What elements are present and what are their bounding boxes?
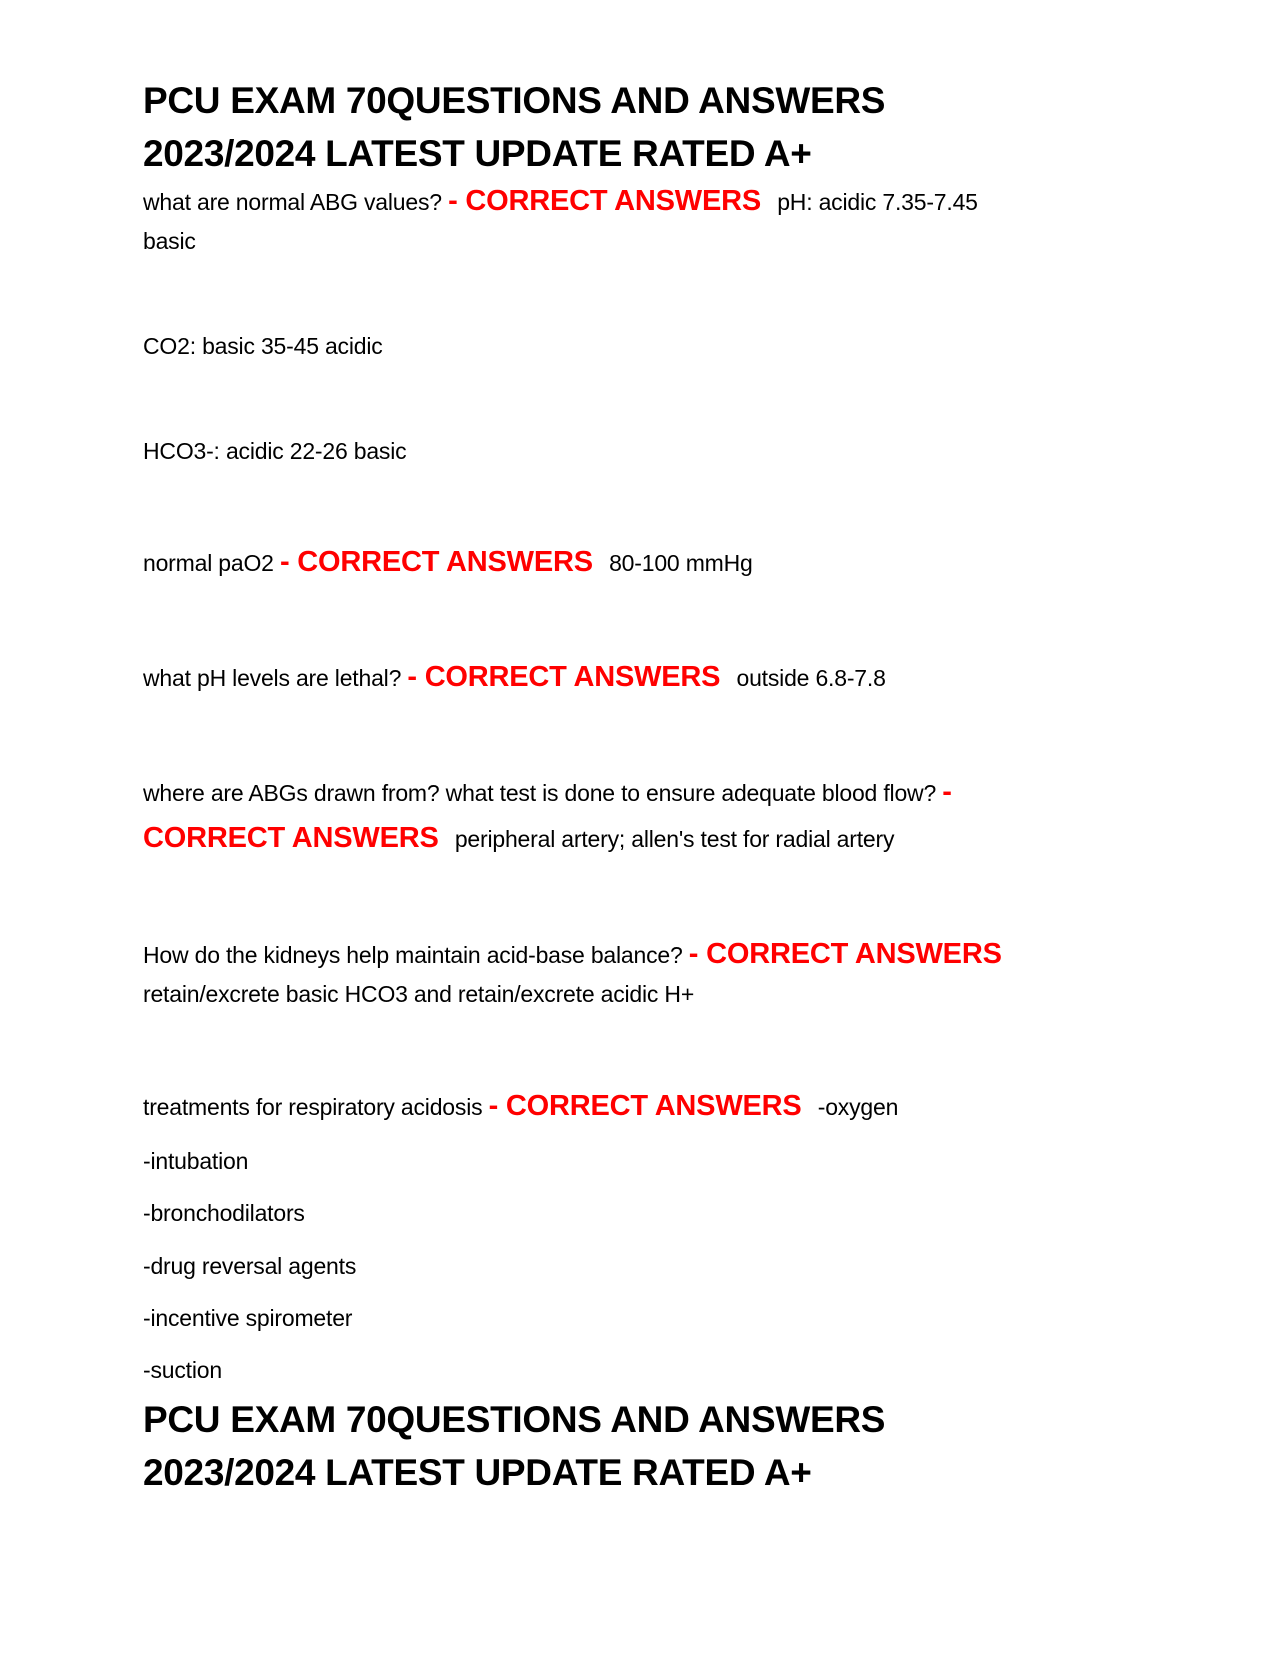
question-text: treatments for respiratory acidosis: [143, 1094, 483, 1120]
answer-line: HCO3-: acidic 22-26 basic: [143, 438, 407, 464]
list-item: -bronchodilators: [143, 1200, 305, 1226]
question-text: How do the kidneys help maintain acid-base balance?: [143, 942, 683, 968]
page-title-line-2: 2023/2024 LATEST UPDATE RATED A+: [143, 133, 812, 174]
answer-marker-dash: -: [942, 776, 952, 808]
qa-item-2: [143, 547, 753, 578]
question-text: normal paO2: [143, 550, 274, 576]
footer-title-line-1: PCU EXAM 70QUESTIONS AND ANSWERS: [143, 1399, 886, 1440]
question-text: what are normal ABG values?: [143, 189, 442, 215]
answer-marker: - CORRECT ANSWERS: [279, 546, 593, 578]
qa-item-4: [143, 777, 952, 808]
qa-item-4-continued: [143, 823, 894, 854]
list-item: -suction: [143, 1357, 222, 1383]
qa-item-1: [143, 186, 978, 217]
question-text: what pH levels are lethal?: [143, 665, 402, 691]
question-text: where are ABGs drawn from? what test is done to ensure adequate blood flow?: [143, 780, 937, 806]
answer-text: -oxygen: [817, 1094, 899, 1120]
answer-text: 80-100 mmHg: [609, 550, 753, 576]
answer-marker: - CORRECT ANSWERS: [688, 938, 1002, 970]
answer-marker: - CORRECT ANSWERS: [407, 661, 721, 693]
answer-text: pH: acidic 7.35-7.45: [777, 189, 978, 215]
answer-marker: - CORRECT ANSWERS: [448, 185, 761, 217]
list-item: -incentive spirometer: [143, 1305, 353, 1331]
answer-line: basic: [143, 228, 196, 254]
answer-text: outside 6.8-7.8: [736, 665, 886, 691]
list-item: -drug reversal agents: [143, 1253, 357, 1279]
qa-item-6: [143, 1091, 898, 1122]
page-title-line-1: PCU EXAM 70QUESTIONS AND ANSWERS: [143, 80, 886, 121]
list-item: -intubation: [143, 1148, 249, 1174]
answer-line: retain/excrete basic HCO3 and retain/excrete acidic H+: [143, 981, 695, 1007]
footer-title-line-2: 2023/2024 LATEST UPDATE RATED A+: [143, 1452, 812, 1493]
qa-item-5: [143, 939, 1002, 970]
answer-marker: - CORRECT ANSWERS: [488, 1090, 802, 1122]
answer-line: CO2: basic 35-45 acidic: [143, 333, 383, 359]
answer-marker-text: CORRECT ANSWERS: [143, 822, 439, 854]
answer-text: peripheral artery; allen's test for radial artery: [454, 826, 895, 852]
qa-item-3: [143, 662, 886, 693]
